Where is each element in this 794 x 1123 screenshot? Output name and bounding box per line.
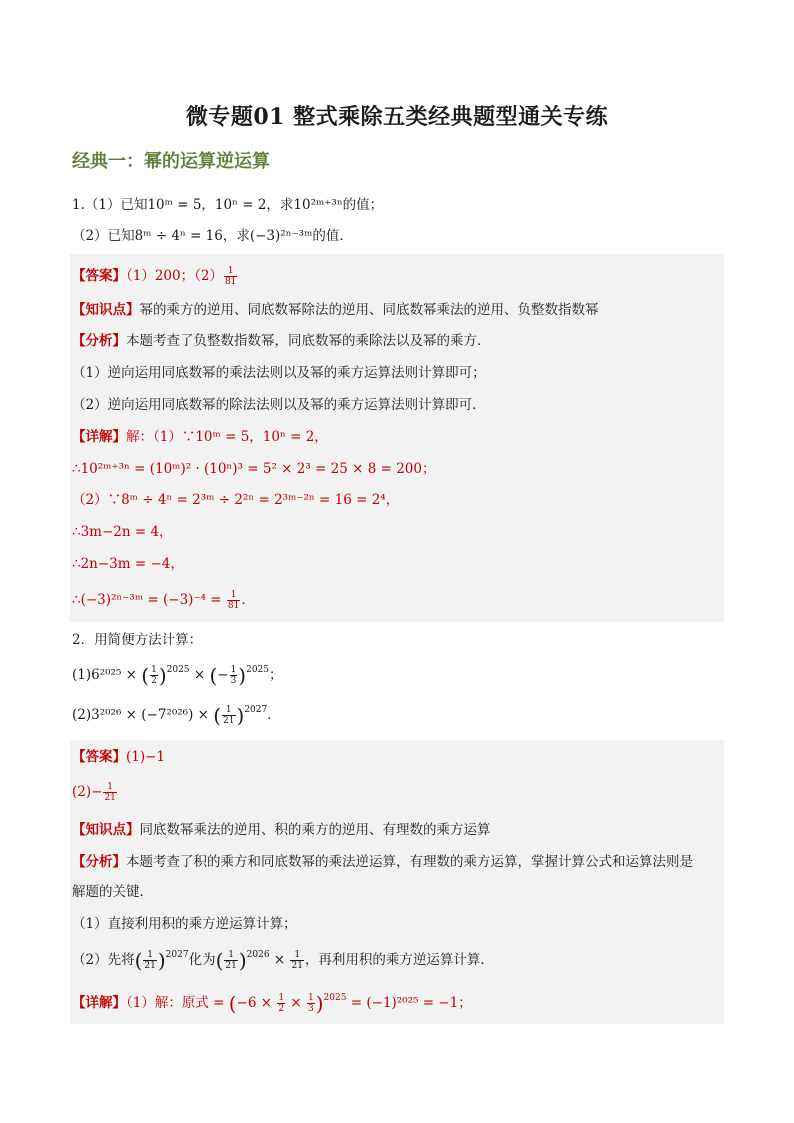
- problem2-detail-1: 【详解】（1）解：原式 = (−6 × $\frac{1}{2}$ × $\frac{1}{3}$ )$^{2025}$ = (−1)²⁰²⁵ = −1；: [72, 991, 472, 1016]
- problem2-analysis-1: （1）直接利用积的乘方逆运算计算；: [72, 916, 297, 932]
- problem1-detail-1: 【详解】解：（1）∵10ᵐ = 5，10ⁿ = 2，: [72, 429, 328, 445]
- problem2-analysis-cont: 解题的关键．: [72, 884, 153, 900]
- detail-tag: 【详解】: [72, 429, 126, 445]
- answer-text: （1）200；（2）: [126, 268, 223, 284]
- problem1-detail-3: （2）∵8ᵐ ÷ 4ⁿ = 2³ᵐ ÷ 2²ⁿ = 2³ᵐ⁻²ⁿ = 16 = 2⁴，: [72, 492, 400, 508]
- problem1-analysis-2: （2）逆向运用同底数幂的除法法则以及幂的乘方运算法则计算即可．: [72, 397, 486, 413]
- problem1-analysis: [72, 331, 491, 351]
- problem1-detail-2: ∴10²ᵐ⁺³ⁿ = (10ᵐ)² · (10ⁿ)³ = 5² × 2³ = 25 × 8 = 200；: [72, 461, 436, 477]
- problem2-part2: (2)3²⁰²⁶ × (−7²⁰²⁶) × ( $\frac{1}{21}$ )$^{2027}$．: [72, 703, 281, 728]
- section-title: 经典一：幂的运算逆运算: [72, 151, 270, 172]
- problem2-knowledge: 【知识点】同底数幂乘法的逆用、积的乘方的逆用、有理数的乘方运算: [72, 822, 491, 838]
- knowledge-text: 幂的乘方的逆用、同底数幂除法的逆用、同底数幂乘法的逆用、负整数指数幂: [139, 302, 599, 318]
- problem1-detail-5: ∴2n−3m = −4，: [72, 556, 184, 572]
- problem2-answer-1: 【答案】(1)−1: [72, 749, 166, 765]
- problem2-answer-2: (2)− $\frac{1}{21}$: [72, 782, 116, 803]
- detail-fraction: $\frac{1}{81}$: [227, 590, 240, 611]
- problem2-analysis: 【分析】本题考查了积的乘方和同底数幂的乘法逆运算，有理数的乘方运算，掌握计算公式和运算法则是: [72, 854, 693, 870]
- page-title: 微专题01 整式乘除五类经典题型通关专练: [185, 104, 609, 130]
- analysis-tag: 【分析】: [72, 333, 126, 349]
- problem2-intro: 2．用简便方法计算：: [72, 632, 203, 648]
- answer-tag: 【答案】: [72, 268, 126, 284]
- problem1-answer: [72, 266, 238, 287]
- analysis-text: 本题考查了负整数指数幂，同底数幂的乘除法以及幂的乘方．: [126, 333, 491, 349]
- knowledge-tag: 【知识点】: [72, 302, 140, 318]
- problem1-analysis-1: （1）逆向运用同底数幂的乘法法则以及幂的乘方运算法则计算即可；: [72, 365, 486, 381]
- problem1-part1: 1.（1）已知10ᵐ = 5，10ⁿ = 2，求10²ᵐ⁺³ⁿ的值；: [72, 197, 384, 213]
- problem2-analysis-2: （2）先将( $\frac{1}{21}$ )$^{2027}$化为( $\frac{1}{21}$ )$^{2026}$ × $\frac{1}{21}$ ，再利用积的乘方逆运算计算．: [72, 948, 494, 973]
- problem2-part1: (1)6²⁰²⁵ × ( $\frac{1}{2}$ )$^{2025}$ × (− $\frac{1}{3}$ )$^{2025}$；: [72, 663, 283, 688]
- problem1-knowledge: [72, 300, 599, 320]
- answer-fraction: $\frac{1}{81}$: [224, 266, 237, 287]
- problem1-part2: （2）已知8ᵐ ÷ 4ⁿ = 16，求(−3)²ⁿ⁻³ᵐ的值．: [72, 228, 353, 244]
- problem1-detail-6: ∴(−3)²ⁿ⁻³ᵐ = (−3)⁻⁴ = $\frac{1}{81}$ ．: [72, 590, 255, 611]
- problem1-detail-4: ∴3m−2n = 4，: [72, 524, 173, 540]
- problem2-solution-panel: [70, 740, 724, 1024]
